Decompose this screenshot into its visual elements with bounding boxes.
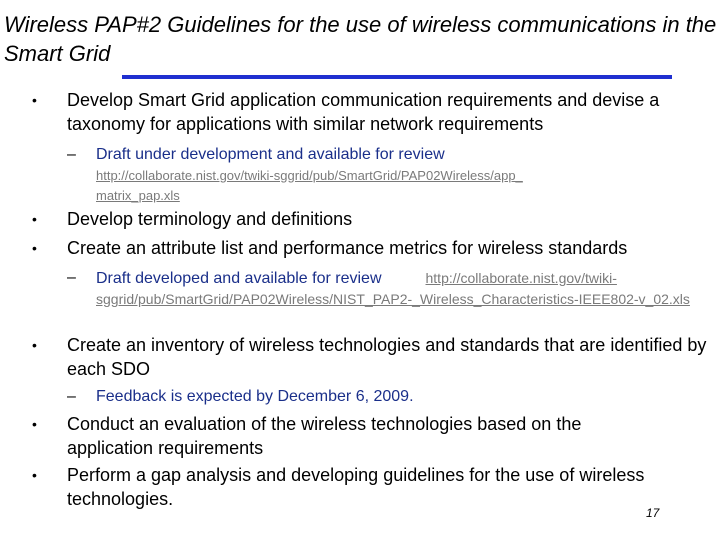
sub-bullet-item: Feedback is expected by December 6, 2009. (96, 388, 414, 405)
bullet-marker: • (32, 416, 37, 432)
bullet-marker: • (32, 211, 37, 227)
bullet-item: Develop terminology and definitions (67, 209, 353, 229)
sub-bullet-item: Draft under development and available for review (96, 146, 445, 163)
bullet-item: Develop Smart Grid application communication requirements and devise a taxonomy for applications with similar network requirements (67, 90, 660, 134)
bullet-marker: • (32, 240, 37, 256)
sub-bullet-text: Draft developed and available for review (96, 270, 382, 287)
title-underline (122, 75, 672, 79)
bullet-marker: • (32, 467, 37, 483)
characteristics-link[interactable]: http://collaborate.nist.gov/twiki-sggrid/pub/SmartGrid/PAP02Wireless/NIST_PAP2-_Wireless_Characteristics-IEEE802-v_02.xls (96, 270, 690, 307)
bullet-item: Create an attribute list and performance metrics for wireless standards (67, 238, 628, 258)
page-number: 17 (646, 506, 660, 520)
bullet-marker: • (32, 337, 37, 353)
bullet-item: Conduct an evaluation of the wireless technologies based on the application requirements (67, 414, 582, 458)
bullet-item: Perform a gap analysis and developing guidelines for the use of wireless technologies. (67, 465, 645, 509)
review-link[interactable]: http://collaborate.nist.gov/twiki-sggrid/pub/SmartGrid/PAP02Wireless/app_matrix_pap.xls (96, 168, 523, 203)
sub-bullet-dash: – (67, 388, 76, 405)
slide-title: Wireless PAP#2 Guidelines for the use of wireless communications in the Smart Grid (4, 12, 717, 66)
bullet-item: Create an inventory of wireless technologies and standards that are identified by each SDO (67, 335, 707, 379)
sub-bullet-dash: – (67, 269, 76, 286)
sub-bullet-item (96, 268, 696, 310)
sub-bullet-dash: – (67, 146, 76, 163)
bullet-marker: • (32, 92, 37, 108)
